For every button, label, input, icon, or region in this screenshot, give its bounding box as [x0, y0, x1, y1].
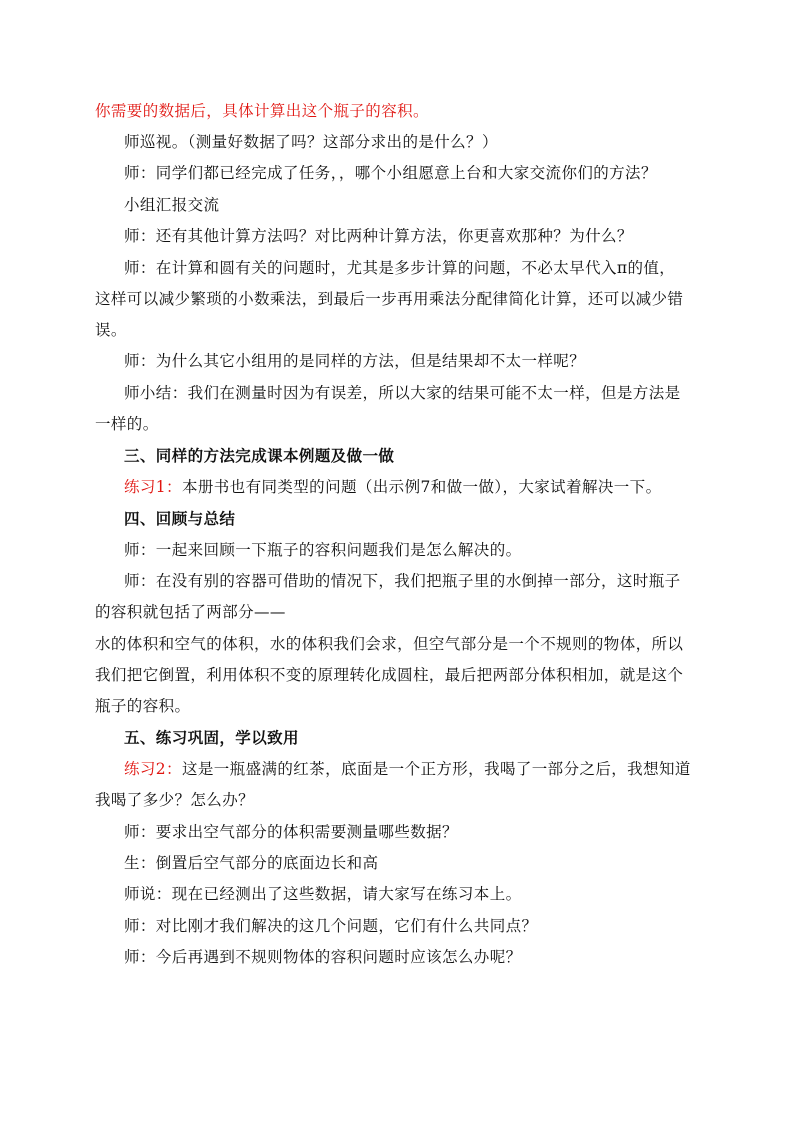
- paragraph-line: 师：为什么其它小组用的是同样的方法，但是结果却不太一样呢？: [124, 352, 586, 370]
- paragraph-line: 师：今后再遇到不规则物体的容积问题时应该怎么办呢？: [124, 948, 522, 966]
- exercise-line: [124, 759, 691, 779]
- exercise-line: [124, 477, 661, 497]
- paragraph-line: 水的体积和空气的体积，水的体积我们会求，但空气部分是一个不规则的物体，所以: [95, 635, 684, 653]
- paragraph-line: 师：还有其他计算方法吗？对比两种计算方法，你更喜欢那种？为什么？: [124, 227, 633, 245]
- section-heading: 四、回顾与总结: [124, 509, 236, 528]
- paragraph-line: 一样的。: [95, 415, 159, 433]
- paragraph-line: 的容积就包括了两部分——: [95, 603, 286, 621]
- paragraph-line: 师小结：我们在测量时因为有误差，所以大家的结果可能不太一样，但是方法是: [124, 384, 681, 402]
- section-heading: 五、练习巩固，学以致用: [124, 728, 299, 747]
- paragraph-line: 师：同学们都已经完成了任务，，哪个小组愿意上台和大家交流你们的方法？: [124, 164, 657, 182]
- paragraph-line: 师：在没有别的容器可借助的情况下，我们把瓶子里的水倒掉一部分，这时瓶子: [124, 572, 681, 590]
- exercise-text: 本册书也有同类型的问题（出示例7和做一做），大家试着解决一下。: [181, 478, 662, 496]
- section-heading: 三、同样的方法完成课本例题及做一做: [124, 446, 395, 465]
- paragraph-line: 师：在计算和圆有关的问题时，尤其是多步计算的问题，不必太早代入π的值，: [124, 259, 676, 277]
- paragraph-line: 这样可以减少繁琐的小数乘法，到最后一步再用乘法分配律简化计算，还可以减少错: [95, 290, 684, 308]
- paragraph-line: 师：要求出空气部分的体积需要测量哪些数据？: [124, 823, 458, 841]
- paragraph-line: 误。: [95, 321, 127, 339]
- paragraph-line: 我们把它倒置，利用体积不变的原理转化成圆柱，最后把两部分体积相加，就是这个: [95, 666, 684, 684]
- exercise-label: 练习1：: [124, 478, 182, 496]
- paragraph-line: 瓶子的容积。: [95, 697, 191, 715]
- exercise-text: 这是一瓶盛满的红茶，底面是一个正方形，我喝了一部分之后，我想知道: [181, 760, 691, 778]
- paragraph-line: 生：倒置后空气部分的底面边长和高: [124, 854, 379, 872]
- paragraph-line: 师巡视。（测量好数据了吗？这部分求出的是什么？）: [124, 133, 498, 151]
- exercise-label: 练习2：: [124, 760, 182, 778]
- paragraph-line: 师说：现在已经测出了这些数据，请大家写在练习本上。: [124, 885, 522, 903]
- paragraph-line: 师：一起来回顾一下瓶子的容积问题我们是怎么解决的。: [124, 541, 522, 559]
- intro-line: 你需要的数据后，具体计算出这个瓶子的容积。: [95, 102, 429, 120]
- paragraph-line: 师：对比刚才我们解决的这几个问题，它们有什么共同点？: [124, 917, 538, 935]
- paragraph-line: 小组汇报交流: [124, 196, 220, 214]
- paragraph-line: 我喝了多少？怎么办？: [95, 791, 255, 809]
